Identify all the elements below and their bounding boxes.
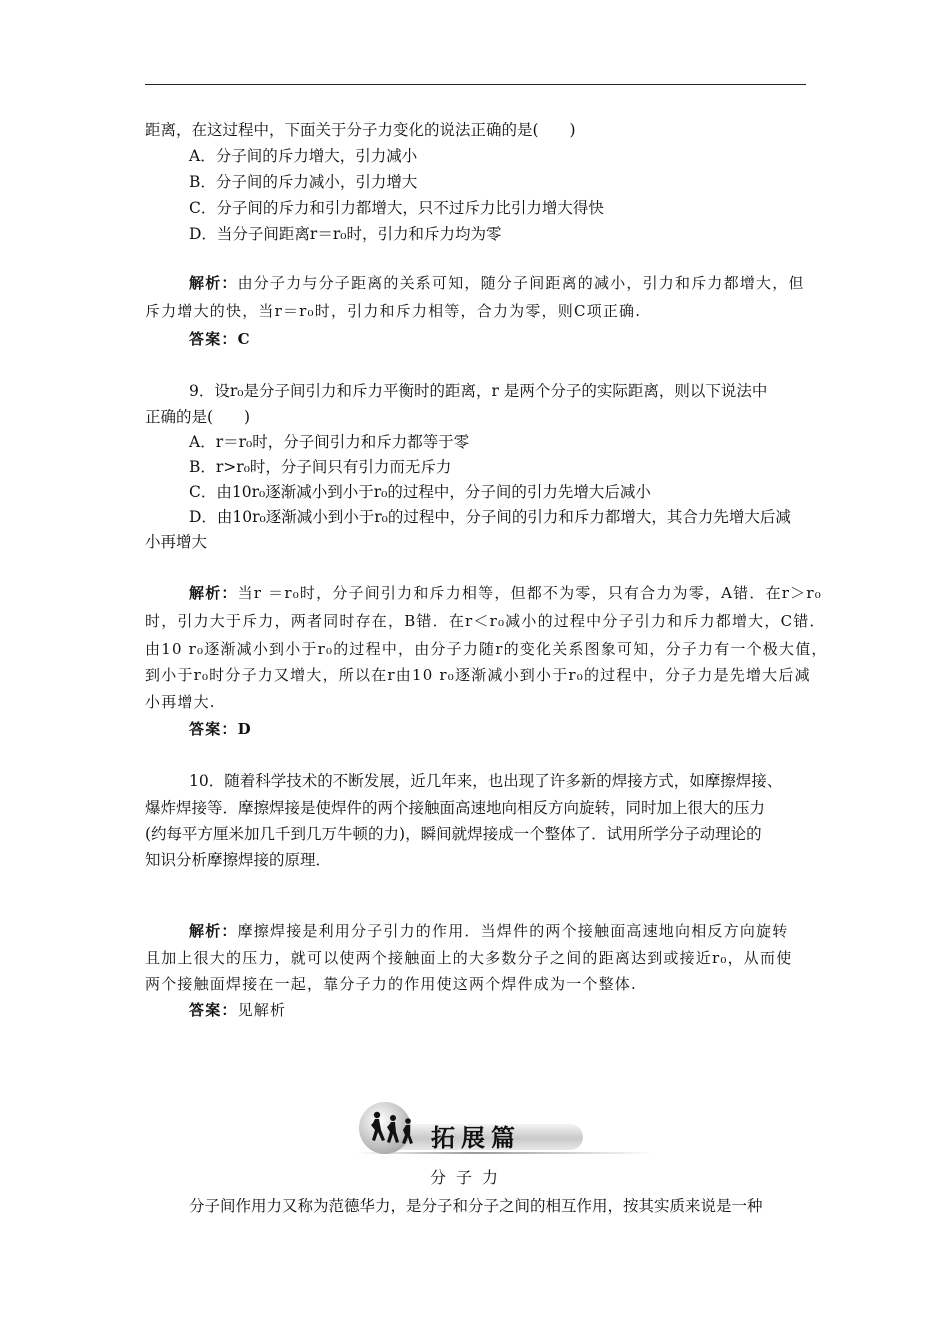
- badge-title: 拓展篇: [431, 1123, 521, 1152]
- q9-stem-line-1: 9．设r₀是分子间引力和斥力平衡时的距离，r 是两个分子的实际距离，则以下说法中: [189, 382, 768, 400]
- q8-option-c: C．分子间的斥力和引力都增大，只不过斥力比引力增大得快: [189, 199, 604, 217]
- q9-analysis-line-1: 解析：当r ＝r₀时，分子间引力和斥力相等，但都不为零，只有合力为零，A错．在r＞r₀: [189, 584, 822, 602]
- q10-analysis-label: 解析：: [189, 922, 238, 940]
- q10-analysis-line-1: 解析：摩擦焊接是利用分子引力的作用．当焊件的两个接触面高速地向相反方向旋转: [189, 922, 789, 940]
- section-title: 分子力: [430, 1168, 509, 1187]
- q9-stem-line-2: 正确的是( ): [145, 408, 251, 426]
- q8-option-a: A．分子间的斥力增大，引力减小: [189, 147, 418, 165]
- q9-analysis-label: 解析：: [189, 584, 238, 602]
- q8-answer: 答案：C: [189, 330, 251, 348]
- q8-analysis-label: 解析：: [189, 274, 238, 292]
- extension-badge: [355, 1100, 595, 1160]
- q10-analysis-line-3: 两个接触面焊接在一起，靠分子力的作用使这两个焊件成为一个整体.: [145, 975, 637, 993]
- q9-option-d: D．由10r₀逐渐减小到小于r₀的过程中，分子间的引力和斥力都增大，其合力先增大后减: [189, 508, 791, 526]
- header-rule: [145, 84, 806, 85]
- q9-analysis-line-3: 由10 r₀逐渐减小到小于r₀的过程中，由分子力随r的变化关系图象可知，分子力有一个极大值，: [145, 640, 828, 658]
- q8-option-d: D．当分子间距离r＝r₀时，引力和斥力均为零: [189, 225, 502, 243]
- q10-answer: 答案：见解析: [189, 1001, 287, 1019]
- q10-stem-line-1: 10．随着科学技术的不断发展，近几年来，也出现了许多新的焊接方式，如摩擦焊接、: [189, 772, 783, 790]
- figures-icon: [363, 1106, 425, 1154]
- q8-analysis-line-1: 解析：由分子力与分子距离的关系可知，随分子间距离的减小，引力和斥力都增大，但: [189, 274, 805, 292]
- q9-analysis-line-4: 到小于r₀时分子力又增大，所以在r由10 r₀逐渐减小到小于r₀的过程中，分子力是先增大后减: [145, 666, 811, 684]
- q9-analysis-line-2: 时，引力大于斥力，两者同时存在，B错．在r＜r₀减小的过程中分子引力和斥力都增大，C错．: [145, 612, 826, 630]
- q8-analysis-line-2: 斥力增大的快，当r＝r₀时，引力和斥力相等，合力为零，则C项正确.: [145, 302, 642, 320]
- q9-analysis-line-5: 小再增大.: [145, 693, 216, 711]
- q8-stem: 距离，在这过程中，下面关于分子力变化的说法正确的是( ): [145, 121, 576, 139]
- q10-stem-line-3: (约每平方厘米加几千到几万牛顿的力)，瞬间就焊接成一个整体了．试用所学分子动理论的: [145, 825, 762, 843]
- q10-stem-line-2: 爆炸焊接等．摩擦焊接是使焊件的两个接触面高速地向相反方向旋转，同时加上很大的压力: [145, 799, 766, 817]
- q10-stem-line-4: 知识分析摩擦焊接的原理．: [145, 851, 332, 869]
- q9-answer: 答案：D: [189, 720, 252, 738]
- q9-option-b: B．r>r₀时，分子间只有引力而无斥力: [189, 458, 452, 476]
- q9-option-c: C．由10r₀逐渐减小到小于r₀的过程中，分子间的引力先增大后减小: [189, 483, 651, 501]
- q9-option-d-cont: 小再增大: [145, 533, 208, 551]
- q8-option-b: B．分子间的斥力减小，引力增大: [189, 173, 418, 191]
- extension-paragraph-line-1: 分子间作用力又称为范德华力，是分子和分子之间的相互作用，按其实质来说是一种: [189, 1197, 763, 1215]
- q10-analysis-line-2: 且加上很大的压力，就可以使两个接触面上的大多数分子之间的距离达到或接近r₀，从而使: [145, 949, 793, 967]
- q9-option-a: A．r＝r₀时，分子间引力和斥力都等于零: [189, 433, 470, 451]
